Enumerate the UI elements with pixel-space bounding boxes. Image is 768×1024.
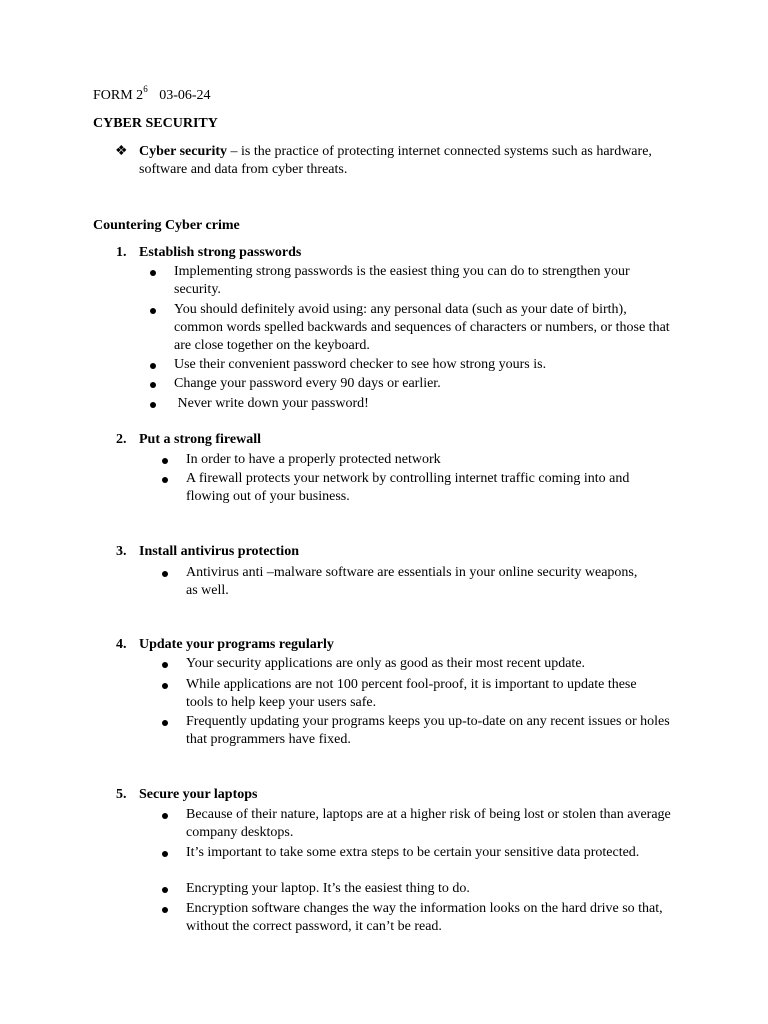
definition-term: Cyber security [139, 144, 227, 159]
section-1-heading: Establish strong passwords [139, 245, 302, 260]
bullet-icon [162, 887, 168, 893]
bullet-icon [162, 458, 168, 464]
list-item: Change your password every 90 days or earlier. [174, 376, 441, 391]
list-item: You should definitely avoid using: any personal data (such as your date of birth), common words spelled backwards and sequences of characters or numbers, or those that are close together on the keyboard. [174, 302, 670, 353]
section-4-number: 4. [116, 637, 127, 652]
section-2-number: 2. [116, 432, 127, 447]
form-label: FORM 2 [93, 88, 144, 103]
list-item: Your security applications are only as good as their most recent update. [186, 656, 586, 671]
list-item: Use their convenient password checker to see how strong yours is. [174, 357, 547, 372]
section-4-heading: Update your programs regularly [139, 637, 334, 652]
page-title: CYBER SECURITY [93, 116, 218, 131]
section-5-heading: Secure your laptops [139, 787, 258, 802]
section-3-number: 3. [116, 544, 127, 559]
bullet-icon [150, 308, 156, 314]
bullet-icon [150, 363, 156, 369]
list-item: Because of their nature, laptops are at a higher risk of being lost or stolen than average company desktops. [186, 807, 671, 840]
list-item: Encrypting your laptop. It’s the easiest thing to do. [186, 881, 470, 896]
bullet-icon [162, 813, 168, 819]
form-date: 03-06-24 [159, 88, 211, 103]
bullet-icon [150, 270, 156, 276]
list-item: Implementing strong passwords is the easiest thing you can do to strengthen your security. [174, 264, 630, 297]
bullet-icon [162, 477, 168, 483]
bullet-icon [162, 683, 168, 689]
bullet-icon [162, 662, 168, 668]
bullet-icon [162, 571, 168, 577]
list-item: While applications are not 100 percent fool-proof, it is important to update these tools to help keep your users safe. [186, 677, 637, 710]
bullet-icon [162, 907, 168, 913]
list-item: It’s important to take some extra steps to be certain your sensitive data protected. [186, 845, 640, 860]
section-3-heading: Install antivirus protection [139, 544, 299, 559]
bullet-icon [150, 402, 156, 408]
list-item: Never write down your password! [174, 396, 369, 411]
form-header [93, 84, 211, 105]
section-5-number: 5. [116, 787, 127, 802]
diamond-bullet-icon: ❖ [115, 144, 128, 159]
section-subheading: Countering Cyber crime [93, 218, 240, 233]
list-item: Frequently updating your programs keeps you up-to-date on any recent issues or holes that programmers have fixed. [186, 714, 670, 747]
list-item: Antivirus anti –malware software are essentials in your online security weapons, as well. [186, 565, 638, 598]
section-2-heading: Put a strong firewall [139, 432, 261, 447]
definition-paragraph [139, 143, 659, 179]
section-1-number: 1. [116, 245, 127, 260]
form-superscript: 6 [143, 84, 148, 95]
bullet-icon [162, 851, 168, 857]
bullet-icon [162, 720, 168, 726]
list-item: Encryption software changes the way the information looks on the hard drive so that, without the correct password, it can’t be read. [186, 901, 663, 934]
list-item: A firewall protects your network by controlling internet traffic coming into and flowing out of your business. [186, 471, 630, 504]
bullet-icon [150, 382, 156, 388]
list-item: In order to have a properly protected network [186, 452, 441, 467]
definition-text: – is the practice of protecting internet connected systems such as hardware, software and data from cyber threats. [139, 144, 652, 177]
